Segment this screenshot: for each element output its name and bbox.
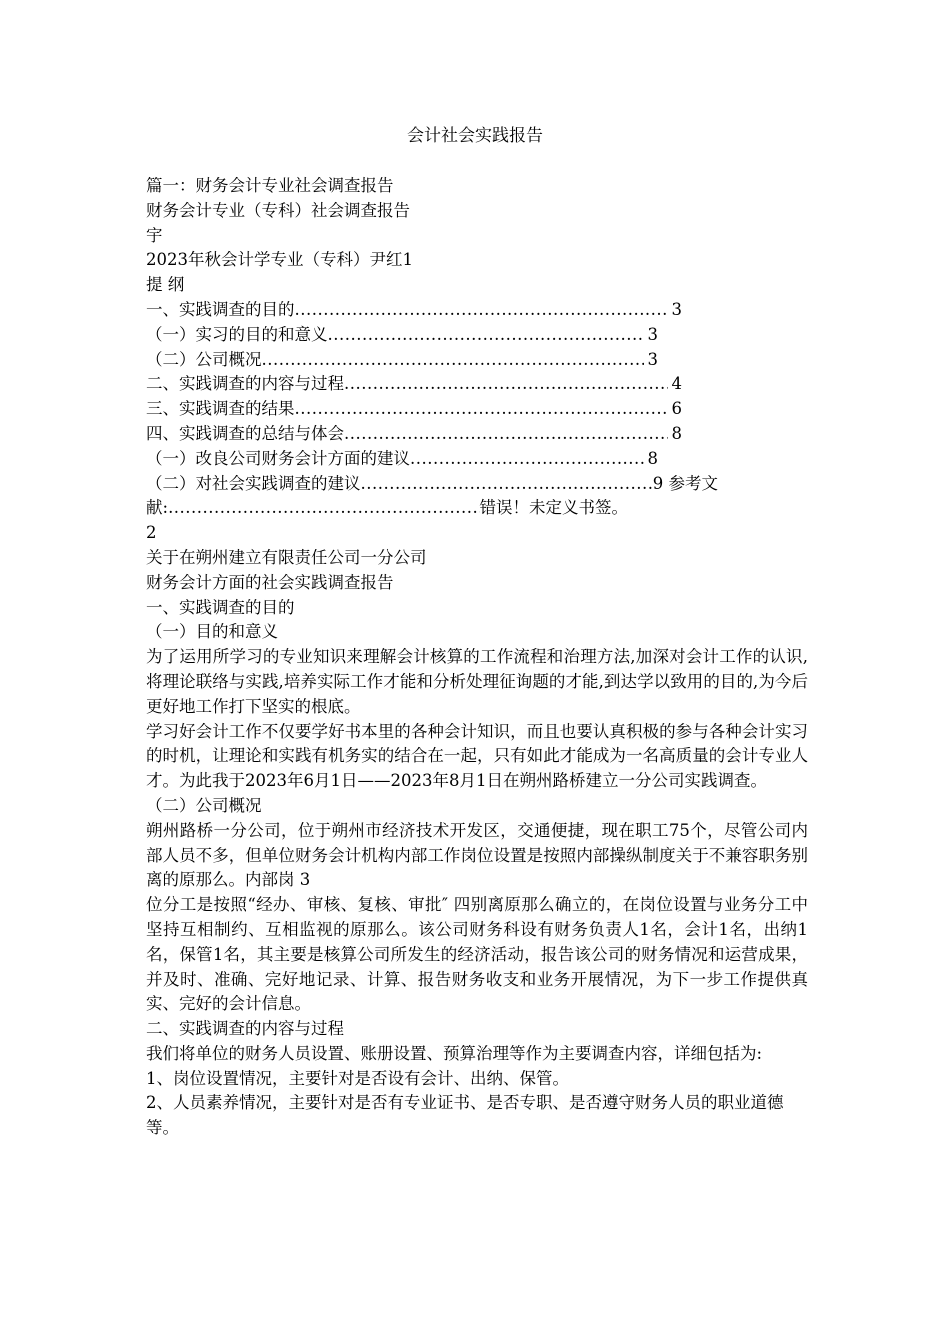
toc-entry-page: 6 (671, 399, 682, 419)
toc-leader-dots (361, 472, 653, 497)
subsection-heading: （二）公司概况 (146, 795, 262, 815)
report-heading: 财务会计方面的社会实践调查报告 (146, 572, 394, 592)
toc-leader-dots (344, 422, 668, 447)
toc-entry-page: 8 (671, 423, 682, 443)
toc-entry-page: 9 参考文 (652, 473, 718, 493)
toc-leader-dots (344, 372, 668, 397)
toc-entry-page: 错误！未定义书签。 (479, 498, 628, 518)
toc-leader-dots (262, 348, 644, 373)
toc-entry-label: 献: (146, 498, 169, 518)
toc-entry-page: 4 (671, 374, 682, 394)
toc-leader-dots (168, 496, 479, 521)
report-heading: 关于在朔州建立有限责任公司一分公司 (146, 547, 427, 567)
toc-entry-page: 8 (647, 448, 658, 468)
toc-entry-label: 二、实践调查的内容与过程 (146, 374, 344, 394)
toc-entry-label: 一、实践调查的目的 (146, 299, 295, 319)
toc-leader-dots (295, 397, 668, 422)
toc-entry[interactable] (146, 422, 682, 447)
toc-entry[interactable] (146, 298, 682, 323)
toc-entry[interactable] (146, 447, 658, 472)
body-paragraph: 位分工是按照“经办、审核、复核、审批″ 四别离原那么确立的，在岗位设置与业务分工中坚持互相制约、互相监视的原那么。该公司财务科设有财务负责人1名，会计1名，出纳1名，保管1名，其主要是核算公司所发生的经济活动，报告该公司的财务情况和运营成果，并及时、准确、完好地记录、计算、报告财务收支和业务开展情况，为下一步工作提供真实、完好的会计信息。 (146, 895, 808, 1014)
toc-entry-page: 3 (671, 299, 682, 319)
list-item: 1、岗位设置情况，主要针对是否设有会计、出纳、保管。 (146, 1068, 569, 1088)
toc-entry[interactable] (146, 397, 682, 422)
toc-entry-page: 3 (647, 349, 658, 369)
toc-leader-dots (295, 298, 668, 323)
header-line: 篇一：财务会计专业社会调查报告 (146, 176, 394, 195)
section-heading: 一、实践调查的目的 (146, 597, 295, 617)
toc-entry-continuation[interactable] (146, 496, 628, 521)
toc-entry[interactable] (146, 348, 658, 373)
page-number: 2 (146, 523, 157, 543)
subsection-heading: （一）目的和意义 (146, 622, 278, 642)
toc-entry-label: 三、实践调查的结果 (146, 399, 295, 419)
toc-entry-label: （二）公司概况 (146, 349, 262, 369)
toc-entry-label: （一）实习的目的和意义 (146, 324, 328, 344)
toc-leader-dots (410, 447, 644, 472)
header-line: 宇 (146, 225, 163, 245)
header-line: 财务会计专业（专科）社会调查报告 (146, 200, 410, 220)
toc-entry-page: 3 (647, 324, 658, 344)
toc-entry[interactable] (146, 323, 658, 348)
toc-entry-label: （一）改良公司财务会计方面的建议 (146, 448, 410, 468)
outline-heading: 提 纲 (146, 275, 185, 295)
toc-entry[interactable] (146, 472, 718, 497)
document-title: 会计社会实践报告 (407, 126, 543, 146)
header-line: 2023年秋会计学专业（专科）尹红1 (146, 250, 413, 270)
document-content (146, 174, 808, 1141)
body-paragraph: 学习好会计工作不仅要学好书本里的各种会计知识，而且也要认真积极的参与各种会计实习的时机，让理论和实践有机务实的结合在一起，只有如此才能成为一名高质量的会计专业人才。为此我于2023年6月1日——2023年8月1日在朔州路桥建立一分公司实践调查。 (146, 721, 808, 791)
toc-entry-label: （二）对社会实践调查的建议 (146, 473, 361, 493)
body-paragraph: 我们将单位的财务人员设置、账册设置、预算治理等作为主要调查内容，详细包括为: (146, 1043, 763, 1063)
toc-entry-label: 四、实践调查的总结与体会 (146, 423, 344, 443)
section-heading: 二、实践调查的内容与过程 (146, 1019, 344, 1039)
toc-leader-dots (328, 323, 644, 348)
toc-entry[interactable] (146, 372, 682, 397)
list-item: 2、人员素养情况，主要针对是否有专业证书、是否专职、是否遵守财务人员的职业道德等。 (146, 1093, 784, 1138)
body-paragraph: 为了运用所学习的专业知识来理解会计核算的工作流程和治理方法,加深对会计工作的认识,将理论联络与实践,培养实际工作才能和分析处理征询题的才能,到达学以致用的目的,为今后更好地工作打下坚实的根底。 (146, 647, 808, 716)
body-paragraph: 朔州路桥一分公司，位于朔州市经济技术开发区，交通便捷，现在职工75个，尽管公司内部人员不多，但单位财务会计机构内部工作岗位设置是按照内部操纵制度关于不兼容职务别离的原那么。内部岗 3 (146, 820, 808, 890)
